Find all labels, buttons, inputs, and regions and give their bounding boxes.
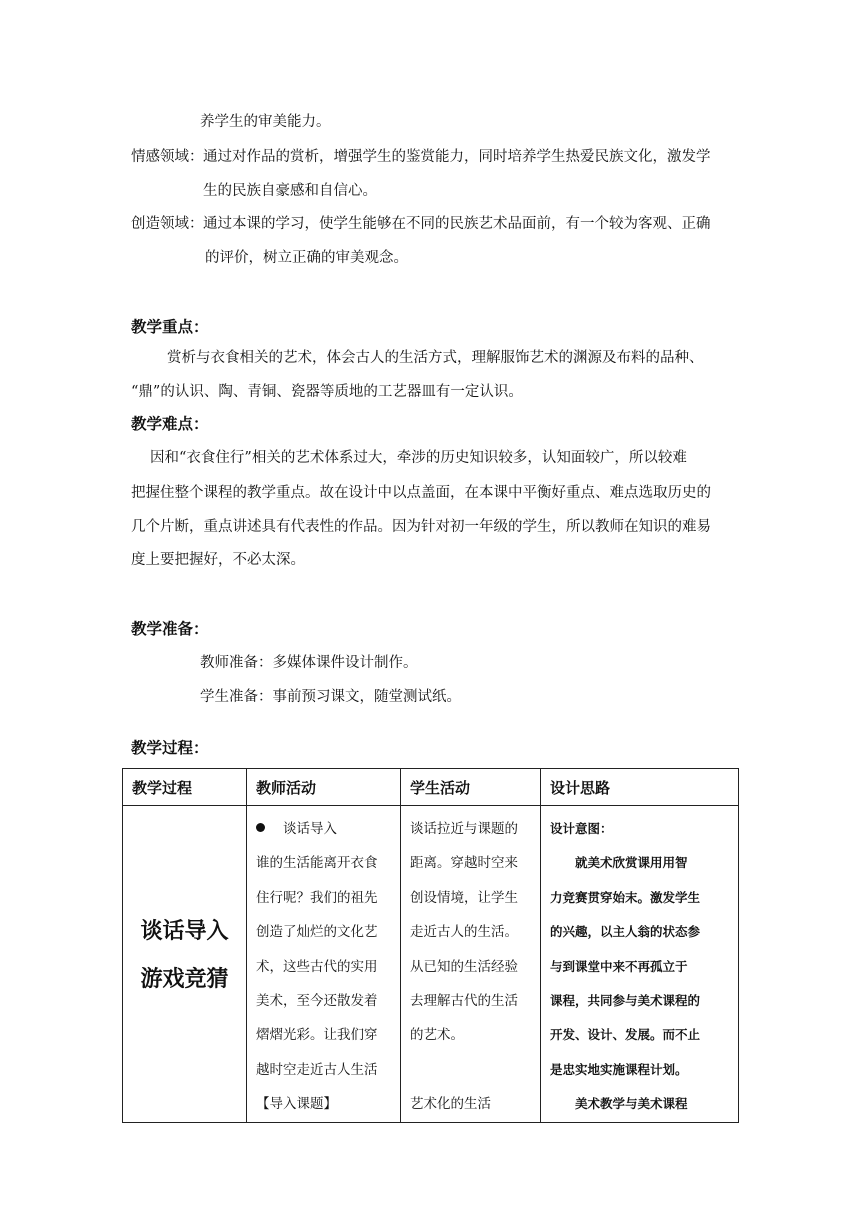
teacher-line: 熠熠光彩。让我们穿 — [256, 1027, 378, 1044]
preparation-heading: 教学准备： — [131, 620, 209, 638]
stage-cell — [123, 806, 247, 1123]
emotion-domain-label: 情感领域： — [131, 149, 204, 165]
bullet-icon — [256, 823, 265, 832]
process-heading: 教学过程： — [131, 739, 209, 757]
creation-domain-text: 通过本课的学习，使学生能够在不同的民族艺术品面前，有一个较为客观、正确 — [203, 216, 711, 232]
student-activity-cell — [401, 806, 541, 1123]
stage-name: 谈话导入 — [140, 919, 229, 944]
key-points-heading: 教学重点： — [131, 318, 209, 336]
column-header-process: 教学过程 — [123, 769, 247, 806]
design-line: 设计意图： — [550, 821, 613, 836]
student-line — [410, 1053, 534, 1087]
difficulties-text-2: 把握住整个课程的教学重点。故在设计中以点盖面，在本课中平衡好重点、难点选取历史的 — [131, 485, 711, 501]
teacher-line: 美术，至今还散发着 — [256, 992, 378, 1009]
student-line: 的艺术。 — [410, 1027, 464, 1044]
emotion-domain-text: 通过对作品的赏析，增强学生的鉴赏能力，同时培养学生热爱民族文化，激发学 — [203, 149, 711, 165]
student-line: 创设情境，让学生 — [410, 889, 518, 906]
design-line: 是忠实地实施课程计划。 — [550, 1061, 688, 1077]
creation-domain-text-2: 的评价，树立正确的审美观念。 — [205, 250, 408, 266]
stage-name-2: 游戏竞猜 — [140, 967, 229, 992]
teacher-line: 术，这些古代的实用 — [256, 958, 378, 975]
design-line: 课程，共同参与美术课程的 — [550, 992, 701, 1008]
teacher-line: 创造了灿烂的文化艺 — [256, 924, 378, 941]
design-line: 与到课堂中来不再孤立于 — [550, 958, 688, 974]
student-preparation: 学生准备：事前预习课文，随堂测试纸。 — [200, 689, 461, 705]
column-header-student: 学生活动 — [401, 769, 541, 806]
teacher-preparation: 教师准备：多媒体课件设计制作。 — [200, 655, 418, 671]
emotion-domain-text-2: 生的民族自豪感和自信心。 — [203, 183, 377, 199]
difficulties-text-1: 因和“衣食住行”相关的艺术体系过大，牵涉的历史知识较多，认知面较广，所以较难 — [150, 450, 687, 466]
design-idea-cell — [541, 806, 739, 1123]
student-line: 艺术化的生活 — [410, 1096, 491, 1113]
teacher-line: 谁的生活能离开衣食 — [256, 855, 378, 872]
difficulties-text-3: 几个片断，重点讲述具有代表性的作品。因为针对初一年级的学生，所以教师在知识的难易 — [131, 519, 711, 535]
key-points-text-2: “鼎”的认识、陶、青铜、瓷器等质地的工艺器皿有一定认识。 — [131, 384, 523, 400]
column-header-teacher: 教师活动 — [247, 769, 401, 806]
student-line: 去理解古代的生活 — [410, 992, 518, 1009]
table-row — [123, 806, 739, 1123]
student-line: 走近古人的生活。 — [410, 924, 518, 941]
creation-domain-label: 创造领域： — [131, 216, 204, 232]
teacher-line: 【导入课题】 — [256, 1096, 337, 1113]
column-header-design: 设计思路 — [541, 769, 739, 806]
teacher-line: 谈话导入 — [256, 812, 394, 846]
design-line: 力竞赛贯穿始末。激发学生 — [550, 889, 701, 905]
teaching-process-table — [122, 768, 739, 1123]
design-line: 美术教学与美术课程 — [550, 1096, 688, 1112]
teacher-line: 住行呢？我们的祖先 — [256, 889, 378, 906]
design-line: 就美术欣赏课用用智 — [550, 855, 688, 871]
student-line: 距离。穿越时空来 — [410, 855, 518, 872]
difficulties-heading: 教学难点： — [131, 415, 209, 433]
objective-continuation: 养学生的审美能力。 — [200, 114, 331, 130]
design-line: 开发、设计、发展。而不止 — [550, 1027, 701, 1043]
teacher-line: 越时空走近古人生活 — [256, 1061, 378, 1078]
student-line: 谈话拉近与课题的 — [410, 821, 518, 837]
teacher-activity-cell — [247, 806, 401, 1123]
design-line: 的兴趣，以主人翁的状态参 — [550, 924, 701, 940]
key-points-text: 赏析与衣食相关的艺术，体会古人的生活方式，理解服饰艺术的渊源及布料的品种、 — [167, 350, 704, 366]
table-header-row — [123, 769, 739, 806]
difficulties-text-4: 度上要把握好，不必太深。 — [131, 552, 305, 568]
student-line: 从已知的生活经验 — [410, 958, 518, 975]
